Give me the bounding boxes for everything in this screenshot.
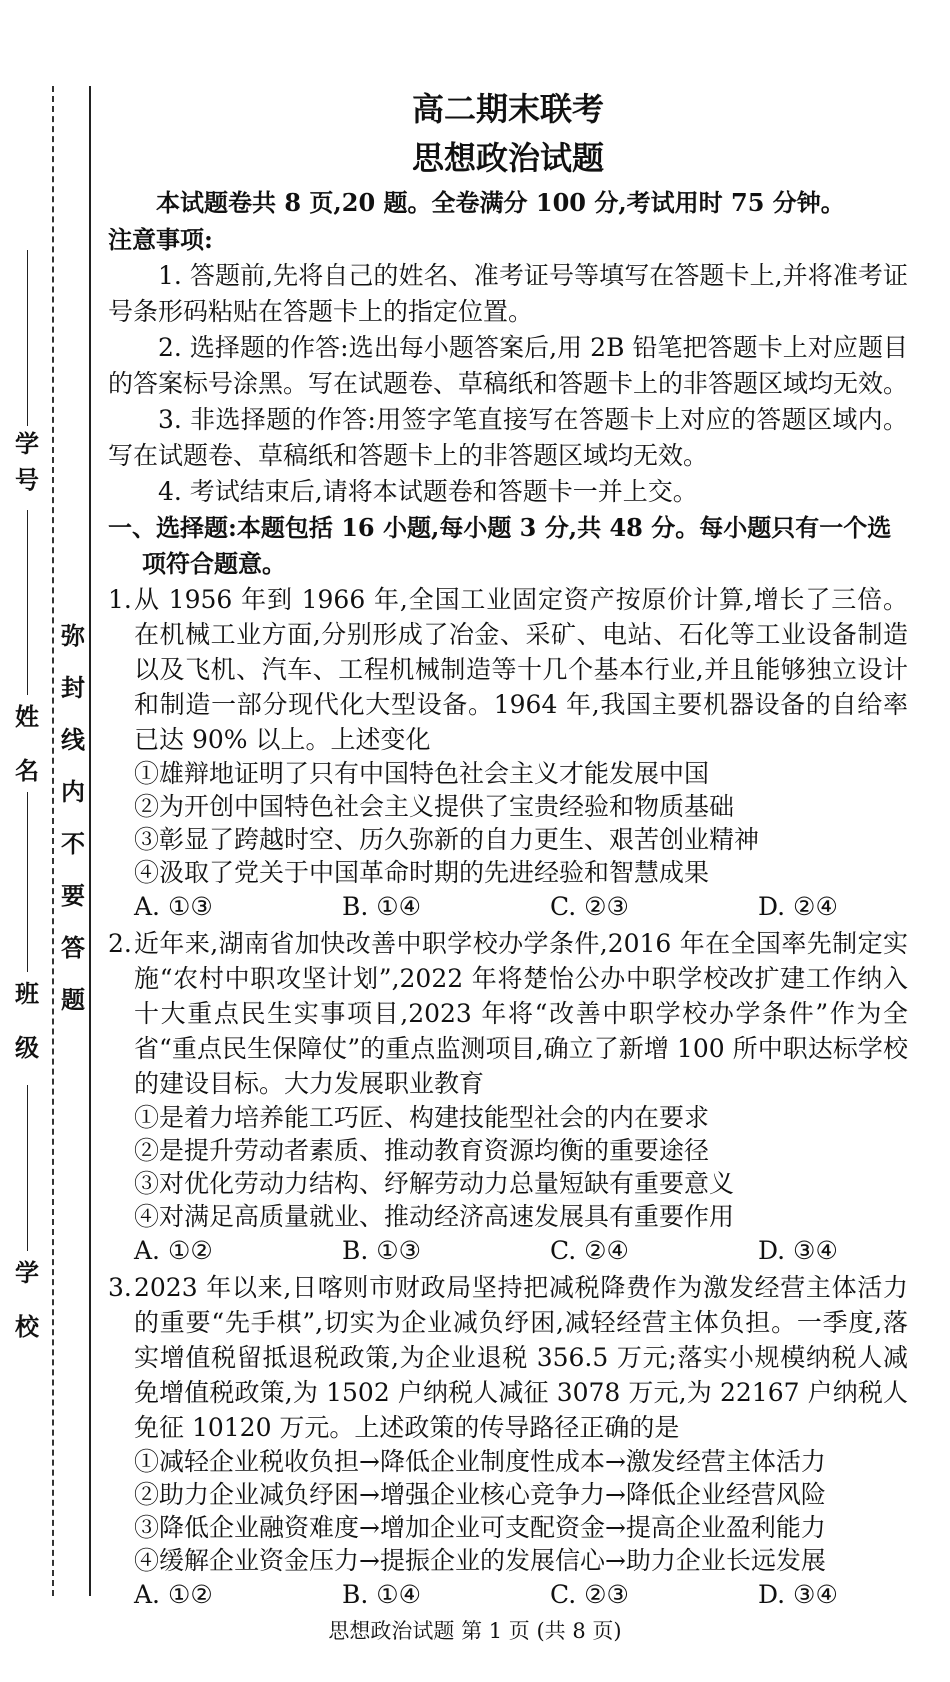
school-blank[interactable] bbox=[27, 1085, 28, 1251]
question-3 bbox=[108, 1270, 908, 1612]
question-statement: ①减轻企业税收负担→降低企业制度性成本→激发经营主体活力 bbox=[134, 1447, 826, 1476]
question-statement: ②是提升劳动者素质、推动教育资源均衡的重要途径 bbox=[134, 1136, 710, 1165]
choice-a: A. ①② bbox=[134, 1236, 213, 1265]
question-stem: 从 1956 年到 1966 年,全国工业固定资产按原价计算,增长了三倍。在机械工业方面,分别形成了冶金、采矿、电站、石化等工业设备制造以及飞机、汽车、工程机械制造等十几个基本行业,并且能够独立设计和制造一部分现代化大型设备。1964 年,我国主要机器设备的自给率已达 90% 以上。上述变化 bbox=[134, 585, 908, 754]
class-label-2: 级 bbox=[15, 1033, 39, 1062]
student-id-blank[interactable] bbox=[27, 250, 28, 426]
answer-choices bbox=[108, 1577, 908, 1612]
question-statement: ③彰显了跨越时空、历久弥新的自力更生、艰苦创业精神 bbox=[134, 825, 760, 854]
choice-d: D. ③④ bbox=[758, 1580, 838, 1609]
seal-warning-char: 答 bbox=[61, 933, 85, 962]
class-field[interactable] bbox=[14, 792, 40, 1066]
question-statement: ③降低企业融资难度→增加企业可支配资金→提高企业盈利能力 bbox=[134, 1513, 826, 1542]
seal-warning-char: 线 bbox=[61, 725, 85, 754]
class-blank[interactable] bbox=[27, 792, 28, 972]
question-1 bbox=[108, 582, 908, 924]
choice-b: B. ①③ bbox=[342, 1236, 422, 1265]
question-statement: ④对满足高质量就业、推动经济高速发展具有重要作用 bbox=[134, 1202, 735, 1231]
notice-item: 3. 非选择题的作答:用签字笔直接写在答题卡上对应的答题区域内。写在试题卷、草稿纸和答题卡上的非答题区域均无效。 bbox=[108, 405, 908, 470]
class-label-1: 班 bbox=[15, 979, 39, 1008]
name-field[interactable] bbox=[14, 510, 40, 789]
question-statement: ④缓解企业资金压力→提振企业的发展信心→助力企业长远发展 bbox=[134, 1546, 826, 1575]
choice-a: A. ①③ bbox=[134, 892, 213, 921]
choice-b: B. ①④ bbox=[342, 1580, 422, 1609]
name-label-2: 名 bbox=[15, 756, 39, 785]
seal-warning-char: 不 bbox=[61, 829, 85, 858]
choice-c: C. ②③ bbox=[550, 1580, 629, 1609]
page-title: 高二期末联考 bbox=[411, 90, 604, 128]
question-number: 2. bbox=[108, 929, 132, 958]
question-number: 1. bbox=[108, 585, 132, 614]
question-statement: ②为开创中国特色社会主义提供了宝贵经验和物质基础 bbox=[134, 792, 735, 821]
choice-a: A. ①② bbox=[134, 1580, 213, 1609]
question-number: 3. bbox=[108, 1273, 132, 1302]
student-id-field[interactable] bbox=[14, 250, 40, 498]
question-statement: ③对优化劳动力结构、纾解劳动力总量短缺有重要意义 bbox=[134, 1169, 735, 1198]
answer-choices bbox=[108, 889, 908, 924]
school-field[interactable] bbox=[14, 1085, 40, 1345]
notice-item: 2. 选择题的作答:选出每小题答案后,用 2B 铅笔把答题卡上对应题目的答案标号涂黑。写在试题卷、草稿纸和答题卡上的非答题区域均无效。 bbox=[108, 333, 909, 398]
question-statement: ④汲取了党关于中国革命时期的先进经验和智慧成果 bbox=[134, 858, 710, 887]
question-2 bbox=[108, 926, 908, 1268]
choice-c: C. ②③ bbox=[550, 892, 629, 921]
seal-dashed-line bbox=[52, 86, 54, 1596]
question-statement: ②助力企业减负纾困→增强企业核心竞争力→降低企业经营风险 bbox=[134, 1480, 826, 1509]
seal-warning-char: 封 bbox=[61, 673, 85, 702]
student-id-label-2: 号 bbox=[15, 465, 39, 494]
student-id-label-1: 学 bbox=[15, 429, 39, 458]
answer-choices bbox=[108, 1233, 908, 1268]
notice-item: 4. 考试结束后,请将本试题卷和答题卡一并上交。 bbox=[158, 477, 698, 506]
question-stem: 2023 年以来,日喀则市财政局坚持把减税降费作为激发经营主体活力的重要“先手棋”,切实为企业减负纾困,减轻经营主体负担。一季度,落实增值税留抵退税政策,为企业退税 356.5 万元;落实小规模纳税人减免增值税政策,为 1502 户纳税人减征 3078 万元,为 22167 户纳税人免征 10120 万元。上述政策的传导路径正确的是 bbox=[134, 1273, 908, 1442]
section-heading: 一、选择题:本题包括 16 小题,每小题 3 分,共 48 分。每小题只有一个选项符合题意。 bbox=[108, 513, 892, 578]
seal-warning-char: 要 bbox=[61, 881, 85, 910]
name-blank[interactable] bbox=[27, 510, 28, 695]
notice-heading: 注意事项: bbox=[108, 225, 213, 254]
seal-warning bbox=[60, 610, 86, 1026]
question-statement: ①雄辩地证明了只有中国特色社会主义才能发展中国 bbox=[134, 759, 710, 788]
seal-warning-char: 题 bbox=[61, 985, 85, 1014]
choice-b: B. ①④ bbox=[342, 892, 422, 921]
school-label-1: 学 bbox=[15, 1258, 39, 1287]
question-stem: 近年来,湖南省加快改善中职学校办学条件,2016 年在全国率先制定实施“农村中职攻坚计划”,2022 年将楚怡公办中职学校改扩建工作纳入十大重点民生实事项目,2023 年将“改善中职学校办学条件”作为全省“重点民生保障仗”的重点监测项目,确立了新增 100 所中职达标学校的建设目标。大力发展职业教育 bbox=[134, 929, 908, 1098]
choice-d: D. ③④ bbox=[758, 1236, 838, 1265]
notice-item: 1. 答题前,先将自己的姓名、准考证号等填写在答题卡上,并将准考证号条形码粘贴在答题卡上的指定位置。 bbox=[108, 261, 908, 326]
page-subtitle: 思想政治试题 bbox=[411, 139, 604, 177]
binding-margin bbox=[0, 0, 95, 1600]
seal-warning-char: 内 bbox=[61, 777, 85, 806]
exam-content bbox=[108, 84, 908, 1614]
seal-solid-line bbox=[89, 86, 91, 1596]
exam-intro: 本试题卷共 8 页,20 题。全卷满分 100 分,考试用时 75 分钟。 bbox=[156, 188, 845, 217]
school-label-2: 校 bbox=[15, 1312, 39, 1341]
question-statement: ①是着力培养能工巧匠、构建技能型社会的内在要求 bbox=[134, 1103, 710, 1132]
name-label-1: 姓 bbox=[15, 702, 39, 731]
choice-d: D. ②④ bbox=[758, 892, 838, 921]
choice-c: C. ②④ bbox=[550, 1236, 629, 1265]
seal-warning-char: 弥 bbox=[61, 621, 85, 650]
page-footer: 思想政治试题 第 1 页 (共 8 页) bbox=[328, 1619, 622, 1643]
